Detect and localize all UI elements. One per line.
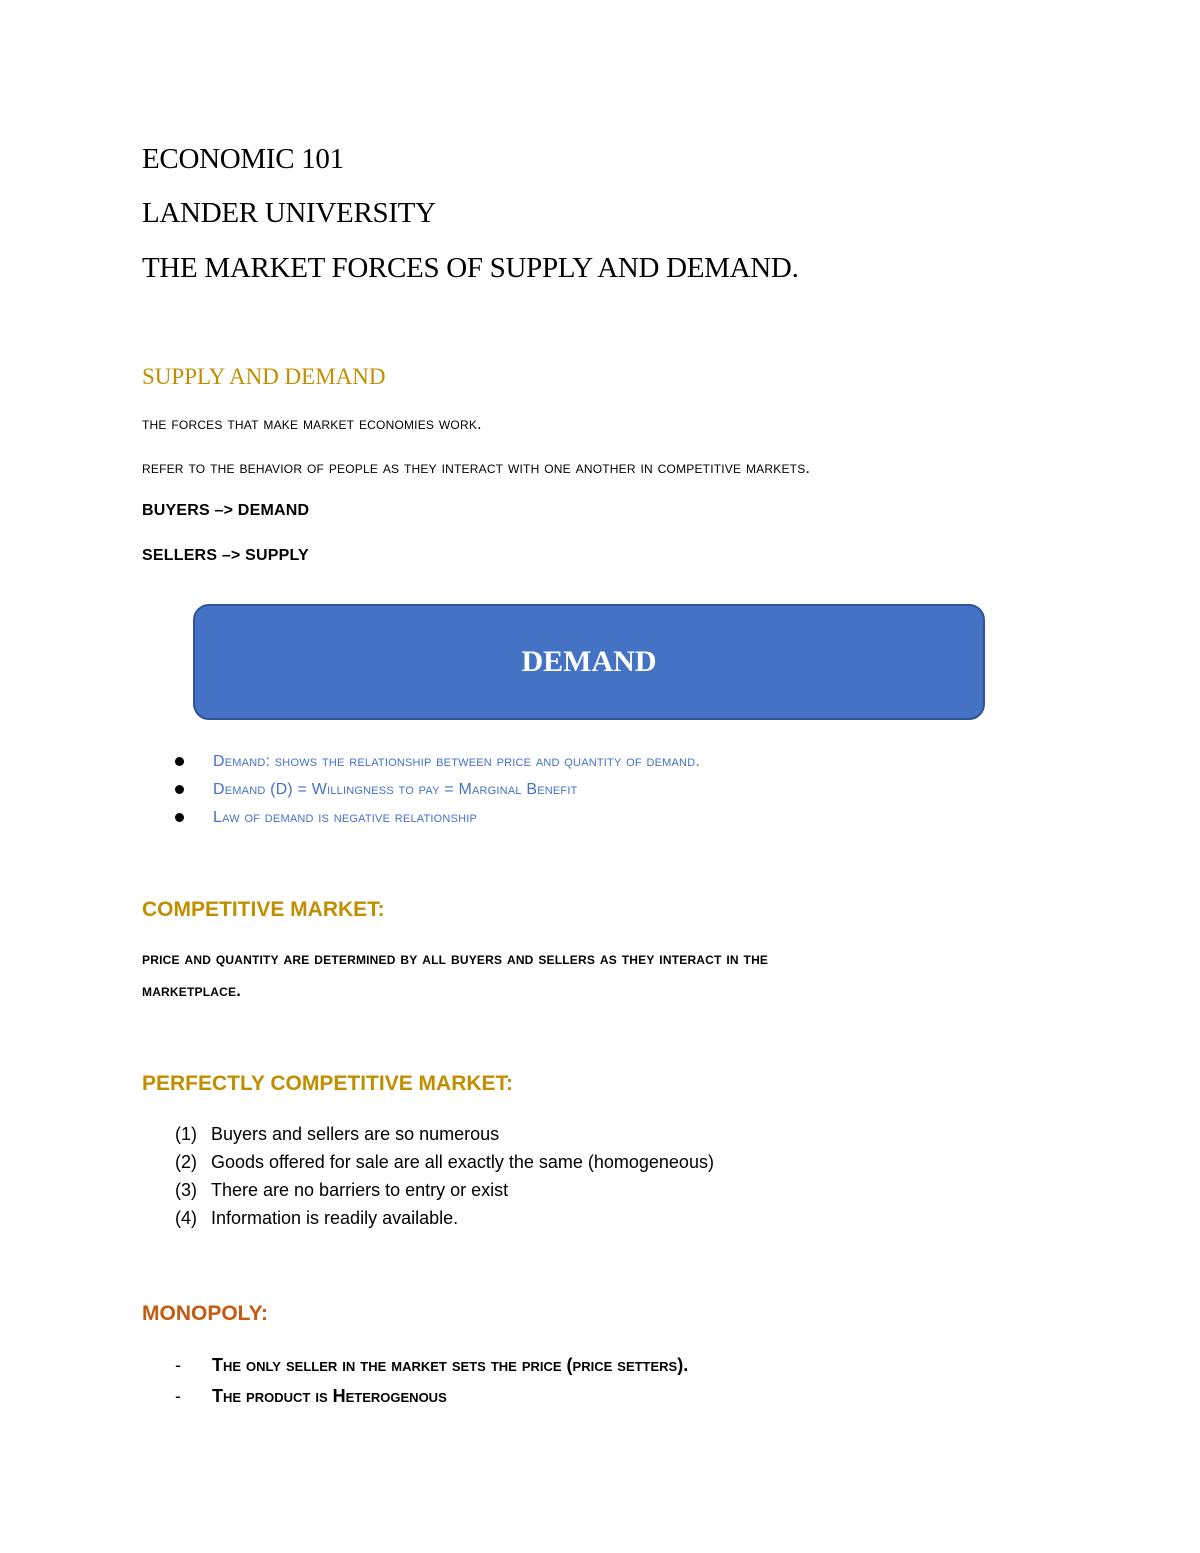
list-item <box>175 1381 688 1412</box>
supply-demand-line-1: the forces that make market economies work. <box>142 415 482 433</box>
list-item <box>175 1148 714 1176</box>
list-item <box>175 804 700 832</box>
buyers-demand-line: BUYERS –> DEMAND <box>142 502 310 519</box>
bullet-icon <box>175 813 184 822</box>
list-text: Buyers and sellers are so numerous <box>211 1124 500 1144</box>
perfectly-competitive-heading: PERFECTLY COMPETITIVE MARKET: <box>142 1072 514 1095</box>
competitive-market-heading: COMPETITIVE MARKET: <box>142 898 385 921</box>
dash-marker: - <box>175 1355 181 1375</box>
dash-marker: - <box>175 1386 181 1406</box>
bullet-icon <box>175 785 184 794</box>
list-number: (4) <box>175 1208 197 1228</box>
competitive-market-text-1: price and quantity are determined by all buyers and sellers as they interact in the <box>142 950 769 968</box>
list-item <box>175 1204 714 1232</box>
document-topic: THE MARKET FORCES OF SUPPLY AND DEMAND. <box>142 252 799 284</box>
list-text: Information is readily available. <box>211 1208 459 1228</box>
list-text: Goods offered for sale are all exactly the same (homogeneous) <box>211 1152 714 1172</box>
university-name: LANDER UNIVERSITY <box>142 197 436 229</box>
course-title: ECONOMIC 101 <box>142 143 344 175</box>
monopoly-heading: MONOPOLY: <box>142 1302 269 1325</box>
supply-demand-line-2: refer to the behavior of people as they interact with one another in competitive markets. <box>142 459 811 477</box>
bullet-text: Law of demand is negative relationship <box>213 809 478 826</box>
list-item <box>175 748 700 776</box>
list-number: (1) <box>175 1124 197 1144</box>
sellers-supply-line: SELLERS –> SUPPLY <box>142 547 309 564</box>
bullet-text: Demand (D) = Willingness to pay = Marginal Benefit <box>213 781 578 798</box>
demand-bullet-list <box>175 748 700 832</box>
bullet-text: Demand: shows the relationship between price and quantity of demand. <box>213 753 700 770</box>
supply-demand-heading: SUPPLY AND DEMAND <box>142 364 386 389</box>
competitive-market-text-2: marketplace. <box>142 982 241 1000</box>
list-item <box>175 1176 714 1204</box>
bullet-icon <box>175 757 184 766</box>
list-text: The product is Heterogenous <box>212 1386 447 1406</box>
list-item <box>175 1350 688 1381</box>
list-text: There are no barriers to entry or exist <box>211 1180 509 1200</box>
demand-shape <box>193 604 985 720</box>
list-item <box>175 1120 714 1148</box>
list-item <box>175 776 700 804</box>
perfectly-competitive-list <box>175 1120 714 1232</box>
demand-shape-label: DEMAND <box>521 645 657 678</box>
monopoly-list <box>175 1350 688 1412</box>
list-text: The only seller in the market sets the price (price setters). <box>212 1355 689 1375</box>
list-number: (3) <box>175 1180 197 1200</box>
list-number: (2) <box>175 1152 197 1172</box>
